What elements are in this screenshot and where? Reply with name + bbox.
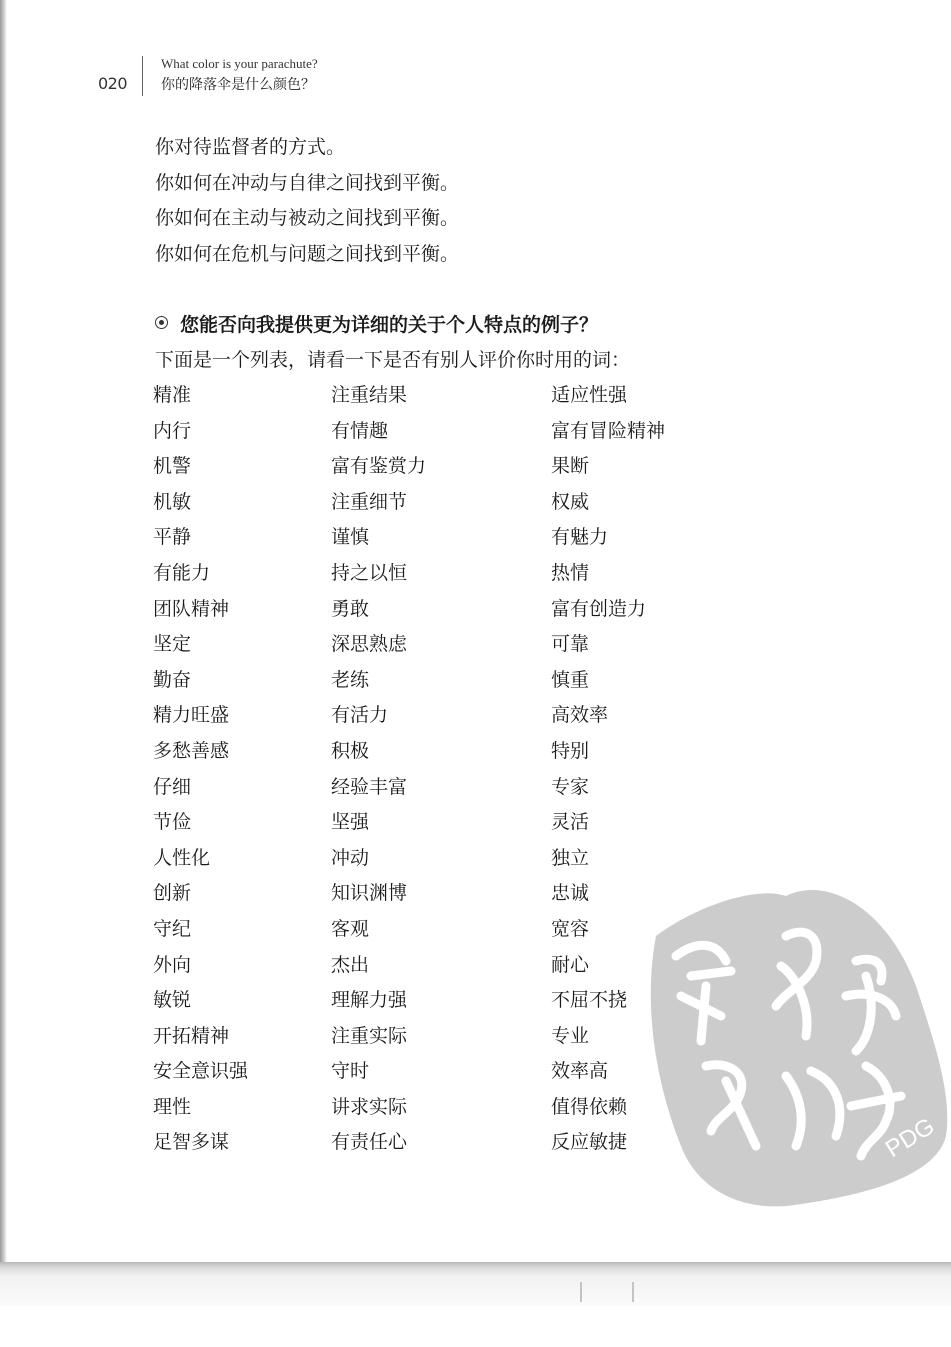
intro-lines xyxy=(155,130,459,272)
trait-word: 坚强 xyxy=(331,811,370,834)
trait-word: 深思熟虑 xyxy=(331,633,408,656)
trait-word: 开拓精神 xyxy=(153,1024,230,1047)
trait-word: 机敏 xyxy=(153,490,192,513)
trait-word: 专业 xyxy=(551,1024,590,1047)
circled-dot-bullet-icon xyxy=(155,316,168,329)
trait-word: 果断 xyxy=(551,455,590,478)
trait-word: 精力旺盛 xyxy=(153,704,230,727)
trait-word: 客观 xyxy=(331,917,370,940)
question-text: 您能否向我提供更为详细的关于个人特点的例子？ xyxy=(180,314,599,336)
trait-word: 宽容 xyxy=(551,917,590,940)
trait-word: 适应性强 xyxy=(551,384,628,406)
trait-word: 权威 xyxy=(551,490,590,513)
intro-line: 你如何在冲动与自律之间找到平衡。 xyxy=(155,171,460,194)
trait-word: 平静 xyxy=(153,526,192,549)
intro-line: 你如何在危机与问题之间找到平衡。 xyxy=(155,242,460,265)
trait-word: 注重结果 xyxy=(331,384,408,406)
trait-word: 知识渊博 xyxy=(331,882,408,905)
trait-word: 有能力 xyxy=(153,561,211,584)
scan-mark xyxy=(632,1282,634,1302)
trait-word: 特别 xyxy=(551,739,590,762)
trait-word: 热情 xyxy=(551,561,590,584)
trait-word: 富有创造力 xyxy=(551,597,647,620)
trait-word: 杰出 xyxy=(331,953,370,976)
trait-word: 内行 xyxy=(153,419,192,442)
trait-word: 不屈不挠 xyxy=(551,989,628,1012)
trait-word: 效率高 xyxy=(551,1060,609,1083)
trait-word: 多愁善感 xyxy=(153,739,230,762)
list-intro: 下面是一个列表，请看一下是否有别人评价你时用的词： xyxy=(155,349,631,371)
trait-word: 反应敏捷 xyxy=(551,1131,628,1154)
trait-word: 谨慎 xyxy=(331,526,370,549)
trait-word: 坚定 xyxy=(153,633,192,656)
trait-word: 注重实际 xyxy=(331,1024,408,1047)
intro-line: 你如何在主动与被动之间找到平衡。 xyxy=(155,207,460,229)
trait-word: 机警 xyxy=(153,455,192,478)
trait-word: 勇敢 xyxy=(331,597,370,620)
trait-word: 足智多谋 xyxy=(153,1131,230,1154)
trait-word: 富有鉴赏力 xyxy=(331,455,427,478)
page-left-edge-shadow xyxy=(0,0,7,1300)
trait-word: 守时 xyxy=(331,1060,370,1083)
trait-word: 安全意识强 xyxy=(153,1060,249,1083)
trait-word: 团队精神 xyxy=(153,597,230,620)
header-title-chinese: 你的降落伞是什么颜色？ xyxy=(161,77,315,93)
question-heading xyxy=(155,310,598,337)
trait-word: 富有冒险精神 xyxy=(551,419,666,442)
trait-word: 灵活 xyxy=(551,811,590,834)
trait-word: 忠诚 xyxy=(551,882,590,905)
trait-word: 勤奋 xyxy=(153,668,192,691)
trait-word: 理解力强 xyxy=(331,989,408,1012)
trait-word: 持之以恒 xyxy=(331,561,408,584)
trait-word: 守纪 xyxy=(153,917,192,940)
trait-word: 仔细 xyxy=(153,775,192,798)
trait-word: 经验丰富 xyxy=(331,775,408,798)
page-number: 020 xyxy=(98,74,128,93)
trait-word: 讲求实际 xyxy=(331,1095,408,1118)
trait-word: 值得依赖 xyxy=(551,1095,628,1118)
trait-word: 冲动 xyxy=(331,846,370,869)
trait-word: 节俭 xyxy=(153,811,192,834)
header-divider xyxy=(142,56,143,96)
stamp-label: PDG xyxy=(880,1112,940,1164)
trait-word: 有魅力 xyxy=(551,526,609,549)
trait-word: 积极 xyxy=(331,739,370,762)
trait-word: 老练 xyxy=(331,668,370,691)
trait-word: 有责任心 xyxy=(331,1131,408,1154)
trait-word: 创新 xyxy=(153,882,192,905)
page-bottom-scan-band xyxy=(0,1262,951,1306)
intro-line: 你对待监督者的方式。 xyxy=(155,136,346,158)
pdg-watermark-stamp xyxy=(636,866,951,1210)
scan-mark xyxy=(580,1282,582,1302)
trait-word: 专家 xyxy=(551,775,590,798)
trait-word: 精准 xyxy=(153,384,192,406)
trait-word: 敏锐 xyxy=(153,989,192,1012)
trait-word: 耐心 xyxy=(551,953,590,976)
trait-word: 可靠 xyxy=(551,633,590,656)
trait-word: 高效率 xyxy=(551,704,609,727)
trait-word: 独立 xyxy=(551,846,590,869)
trait-word: 有活力 xyxy=(331,704,389,727)
trait-word: 有情趣 xyxy=(331,419,389,442)
trait-word: 理性 xyxy=(153,1095,192,1118)
trait-word: 外向 xyxy=(153,953,192,976)
trait-word: 人性化 xyxy=(153,846,211,869)
trait-word: 注重细节 xyxy=(331,490,408,513)
header-title-english: What color is your parachute? xyxy=(161,56,318,71)
trait-word: 慎重 xyxy=(551,668,590,691)
